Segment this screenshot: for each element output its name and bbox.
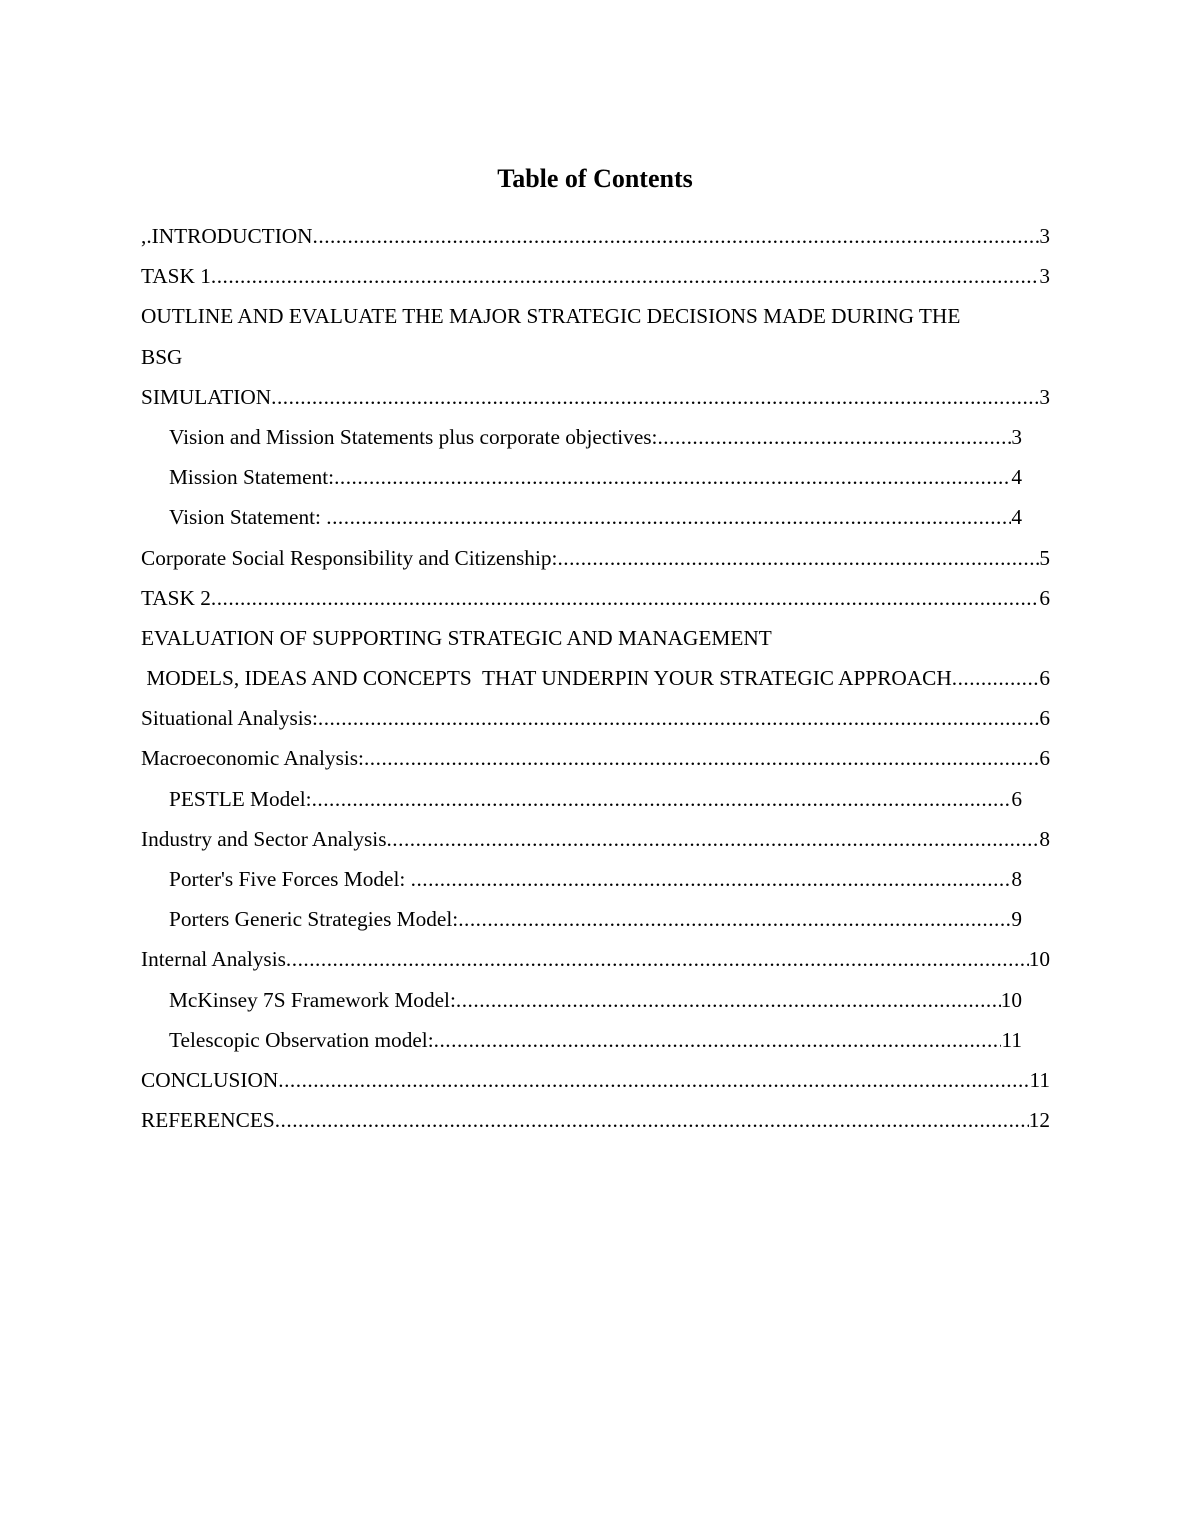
toc-leader-dots — [657, 417, 1011, 457]
toc-row — [141, 417, 1050, 457]
toc-entry-mckinsey-7s[interactable] — [141, 980, 1022, 1020]
toc-entry-label: Mission Statement: — [169, 465, 335, 490]
toc-entry-label: SIMULATION — [141, 384, 272, 409]
toc-entry-label: Situational Analysis: — [141, 706, 318, 731]
toc-entry-mission-statement[interactable] — [141, 457, 1022, 497]
toc-entry-label: ,.INTRODUCTION — [141, 224, 313, 248]
toc-entry-porters-generic-strategies[interactable] — [141, 899, 1022, 939]
toc-page-number: 3 — [1011, 424, 1022, 449]
toc-entry-label: Telescopic Observation model: — [169, 1027, 434, 1052]
toc-leader-dots — [326, 497, 1011, 537]
toc-row — [141, 216, 1050, 256]
toc-heading-line: EVALUATION OF SUPPORTING STRATEGIC AND MANAGEMENT — [141, 625, 772, 650]
toc-entry-label: Corporate Social Responsibility and Citizenship: — [141, 545, 558, 570]
toc-row — [141, 296, 1050, 336]
page-title: Table of Contents — [497, 164, 693, 193]
toc-row — [141, 899, 1050, 939]
toc-row — [141, 1020, 1050, 1060]
toc-row — [141, 738, 1050, 778]
toc-row — [141, 538, 1050, 578]
toc-row — [141, 1100, 1050, 1140]
toc-row — [141, 939, 1050, 979]
toc-page-number: 11 — [1001, 1027, 1022, 1052]
toc-page-number: 3 — [1039, 224, 1050, 248]
toc-entry-porters-five-forces[interactable] — [141, 859, 1022, 899]
toc-entry-label: Industry and Sector Analysis — [141, 826, 387, 851]
toc-leader-dots — [411, 859, 1012, 899]
toc-leader-dots — [334, 457, 1011, 497]
table-of-contents — [141, 216, 1050, 1140]
toc-leader-dots — [211, 256, 1039, 296]
toc-page-number: 12 — [1028, 1108, 1050, 1133]
toc-entry-vision-mission[interactable] — [141, 417, 1022, 457]
toc-entry-introduction[interactable] — [141, 216, 1050, 256]
toc-row — [141, 1060, 1050, 1100]
toc-leader-dots — [275, 1100, 1029, 1140]
toc-leader-dots — [286, 939, 1029, 979]
toc-row — [141, 457, 1050, 497]
toc-row — [141, 779, 1050, 819]
toc-entry-situational-analysis[interactable] — [141, 698, 1050, 738]
toc-leader-dots — [434, 1020, 1002, 1060]
toc-page-number: 6 — [1039, 585, 1050, 610]
toc-leader-dots — [271, 377, 1039, 417]
toc-leader-dots — [278, 1060, 1029, 1100]
toc-page-number: 3 — [1039, 384, 1050, 409]
toc-entry-label: CONCLUSION — [141, 1067, 279, 1092]
toc-entry-label: MODELS, IDEAS AND CONCEPTS THAT UNDERPIN YOUR STRATEGIC APPROACH — [141, 666, 952, 691]
toc-leader-dots — [211, 578, 1039, 618]
toc-entry-task-2[interactable] — [141, 578, 1050, 618]
toc-entry-label: McKinsey 7S Framework Model: — [169, 987, 456, 1012]
toc-entry-csr[interactable] — [141, 538, 1050, 578]
toc-entry-label: Vision and Mission Statements plus corporate objectives: — [169, 424, 658, 449]
toc-entry-industry-sector-analysis[interactable] — [141, 819, 1050, 859]
toc-entry-label: Vision Statement: — [169, 505, 327, 530]
toc-entry-macroeconomic-analysis[interactable] — [141, 738, 1050, 778]
toc-entry-conclusion[interactable] — [141, 1060, 1050, 1100]
toc-leader-dots — [458, 899, 1011, 939]
toc-leader-dots — [364, 738, 1039, 778]
toc-leader-dots — [313, 216, 1040, 256]
toc-row — [141, 337, 1050, 377]
toc-entry-label: REFERENCES — [141, 1108, 275, 1133]
toc-leader-dots — [318, 698, 1039, 738]
toc-page-number: 6 — [1039, 666, 1050, 691]
toc-page-number: 11 — [1029, 1067, 1050, 1092]
toc-entry-telescopic-observation[interactable] — [141, 1020, 1022, 1060]
toc-row — [141, 980, 1050, 1020]
toc-entry-label: Macroeconomic Analysis: — [141, 746, 364, 771]
toc-leader-dots — [386, 819, 1039, 859]
toc-page-number: 8 — [1039, 826, 1050, 851]
toc-heading-line: OUTLINE AND EVALUATE THE MAJOR STRATEGIC DECISIONS MADE DURING THE — [141, 304, 961, 329]
toc-leader-dots — [456, 980, 1001, 1020]
toc-page-number: 8 — [1011, 867, 1022, 891]
toc-row — [141, 256, 1050, 296]
toc-leader-dots — [312, 779, 1012, 819]
toc-entry-label: Internal Analysis — [141, 947, 286, 972]
toc-entry-simulation[interactable] — [141, 377, 1050, 417]
toc-page-number: 6 — [1011, 786, 1022, 811]
toc-page-number: 6 — [1039, 706, 1050, 731]
toc-page-number: 3 — [1039, 264, 1050, 289]
toc-page-number: 5 — [1039, 545, 1050, 570]
toc-page-number: 4 — [1011, 505, 1022, 530]
toc-entry-pestle[interactable] — [141, 779, 1022, 819]
toc-entry-label: Porter's Five Forces Model: — [169, 867, 411, 891]
toc-entry-task-1[interactable] — [141, 256, 1050, 296]
toc-leader-dots — [557, 538, 1039, 578]
toc-entry-label: Porters Generic Strategies Model: — [169, 907, 459, 932]
toc-entry-label: TASK 1 — [141, 264, 211, 289]
toc-row — [141, 658, 1050, 698]
toc-row — [141, 497, 1050, 537]
toc-entry-label: PESTLE Model: — [169, 786, 312, 811]
toc-row — [141, 618, 1050, 658]
toc-entry-models-ideas-concepts[interactable] — [141, 658, 1050, 698]
toc-entry-vision-statement[interactable] — [141, 497, 1022, 537]
toc-row — [141, 578, 1050, 618]
toc-row — [141, 698, 1050, 738]
toc-page-number: 10 — [1000, 987, 1022, 1012]
toc-page-number: 9 — [1011, 907, 1022, 932]
toc-entry-internal-analysis[interactable] — [141, 939, 1050, 979]
toc-page-number: 6 — [1039, 746, 1050, 771]
toc-leader-dots — [952, 658, 1040, 698]
toc-page-number: 10 — [1028, 947, 1050, 972]
toc-heading-line: BSG — [141, 344, 183, 369]
toc-entry-label: TASK 2 — [141, 585, 211, 610]
toc-row — [141, 819, 1050, 859]
toc-page-number: 4 — [1011, 465, 1022, 490]
toc-entry-references[interactable] — [141, 1100, 1050, 1140]
toc-row — [141, 377, 1050, 417]
toc-row — [141, 859, 1050, 899]
